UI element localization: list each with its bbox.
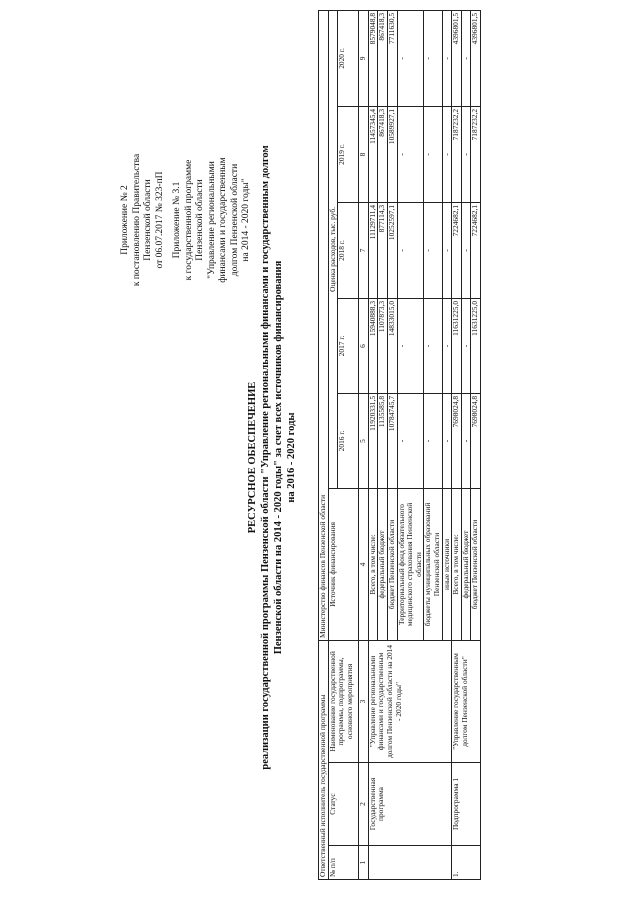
cell-value: 1107873,3	[378, 298, 388, 393]
row-source: бюджет Пензенской области	[387, 488, 397, 640]
cell-value: 877114,3	[378, 202, 388, 298]
cell-value: -	[397, 298, 424, 393]
table-row	[368, 10, 378, 879]
appendix-3-1-block	[172, 95, 253, 345]
cell-value: 11631225,0	[471, 298, 481, 393]
row-name: "Управление региональными финансами и государственным долгом Пензенской области на 2014 - 2020 годы"	[368, 640, 451, 762]
column-number: 4	[359, 488, 369, 640]
cell-value: 867418,3	[378, 106, 388, 202]
cell-value: 8579048,8	[368, 10, 378, 106]
header-name: Наименование государственной программы, подпрограммы, основного мероприятия	[328, 640, 359, 762]
appendix-2-line: Приложение № 2	[120, 185, 130, 255]
cell-value: 7187232,2	[452, 106, 462, 202]
cell-value: -	[424, 393, 442, 488]
executor-value: Министерство финансов Пензенской области	[319, 10, 329, 640]
column-number: 8	[359, 106, 369, 202]
cell-value: 10252597,1	[387, 202, 397, 298]
cell-value: 7224682,1	[452, 202, 462, 298]
appendix-3-1-line: к государственной программе	[183, 159, 194, 281]
cell-value: 7711630,5	[387, 10, 397, 106]
row-source: бюджет Пензенской области	[471, 488, 481, 640]
cell-value: -	[442, 10, 452, 106]
cell-value: -	[461, 10, 471, 106]
cell-value: 11920331,5	[368, 393, 378, 488]
cell-value: -	[397, 393, 424, 488]
cell-value: 11631225,0	[452, 298, 462, 393]
row-source: федеральный бюджет	[461, 488, 471, 640]
row-source: иные источники	[442, 488, 452, 640]
cell-value: -	[461, 298, 471, 393]
cell-value: 11129711,4	[368, 202, 378, 298]
cell-value: -	[442, 393, 452, 488]
row-status: Государственная программа	[368, 763, 451, 846]
cell-value: -	[397, 106, 424, 202]
cell-value: -	[424, 106, 442, 202]
table-row	[452, 10, 462, 879]
cell-value: -	[424, 298, 442, 393]
cell-value: 4396801,5	[452, 10, 462, 106]
header-source: Источник финансирования	[328, 488, 359, 640]
column-number: 1	[359, 846, 369, 880]
header-year: 2018 г.	[338, 202, 359, 298]
cell-value: 7698024,8	[452, 393, 462, 488]
cell-value: -	[442, 298, 452, 393]
cell-value: 7187232,2	[471, 106, 481, 202]
header-year: 2017 г.	[338, 298, 359, 393]
cell-value: 7698024,8	[471, 393, 481, 488]
title-line: на 2016 - 2020 годы	[286, 412, 297, 503]
cell-value: 7224682,1	[471, 202, 481, 298]
cell-value: -	[424, 10, 442, 106]
cell-value: 15940888,3	[368, 298, 378, 393]
column-number: 3	[359, 640, 369, 762]
appendix-3-1-line: финансами и государственным	[218, 157, 228, 283]
column-number: 9	[359, 10, 369, 106]
header-year: 2019 г.	[338, 106, 359, 202]
column-number: 7	[359, 202, 369, 298]
document-title	[246, 40, 298, 875]
cell-value: -	[397, 202, 424, 298]
column-numbers-row	[359, 10, 369, 879]
appendix-3-1-line: долгом Пензенской области	[229, 163, 240, 277]
cell-value: 4396801,5	[471, 10, 481, 106]
appendix-2-line: от 06.07.2017 № 323-пП	[154, 171, 165, 269]
appendix-3-1-line: Пензенской области	[195, 179, 205, 261]
cell-value: -	[442, 106, 452, 202]
title-line: реализации государственной программы Пензенской области "Управление региональными финансами и государственным долгом	[260, 145, 271, 770]
executor-row	[319, 10, 329, 879]
cell-value: 10784745,7	[387, 393, 397, 488]
column-number: 5	[359, 393, 369, 488]
cell-value: 11457345,4	[368, 106, 378, 202]
appendix-3-1-line: на 2014 - 2020 годы"	[241, 178, 251, 262]
header-status: Статус	[328, 763, 359, 846]
row-source: Всего, в том числе:	[452, 488, 462, 640]
row-num	[368, 846, 451, 880]
cell-value: -	[442, 202, 452, 298]
cell-value: 14833015,0	[387, 298, 397, 393]
appendix-2-line: Пензенской области	[143, 179, 153, 261]
resource-table	[318, 10, 481, 880]
cell-value: -	[461, 202, 471, 298]
column-number: 2	[359, 763, 369, 846]
cell-value: 10589927,1	[387, 106, 397, 202]
row-source: Всего, в том числе:	[368, 488, 378, 640]
header-year: 2020 г.	[338, 10, 359, 106]
appendix-2-line: к постановлению Правительства	[131, 153, 142, 287]
header-year: 2016 г.	[338, 393, 359, 488]
row-name: "Управление государственным долгом Пензенской области"	[452, 640, 481, 762]
appendix-3-1-line: "Управление региональными	[206, 161, 217, 279]
appendix-3-1-line: Приложение № 3.1	[172, 181, 182, 259]
row-source: федеральный бюджет	[378, 488, 388, 640]
column-number: 6	[359, 298, 369, 393]
cell-value: 867418,3	[378, 10, 388, 106]
row-source: бюджеты муниципальных образований Пензенской области	[424, 488, 442, 640]
cell-value: -	[461, 393, 471, 488]
header-num: № п/п	[328, 846, 359, 880]
title-line: РЕСУРСНОЕ ОБЕСПЕЧЕНИЕ	[247, 381, 258, 534]
cell-value: -	[461, 106, 471, 202]
row-num: 1.	[452, 846, 481, 880]
title-line: Пензенской области на 2014 - 2020 годы" за счет всех источников финансирования	[273, 260, 284, 655]
header-estimate: Оценка расходов, тыс. руб.	[328, 10, 338, 488]
cell-value: -	[397, 10, 424, 106]
row-source: Территориальный фонд обязательного медицинского страхования Пензенской области	[397, 488, 424, 640]
cell-value: 1135585,8	[378, 393, 388, 488]
executor-label: Ответственный исполнитель государственной программы	[319, 640, 329, 879]
appendix-2-block	[120, 95, 166, 345]
row-status: Подпрограмма 1	[452, 763, 481, 846]
cell-value: -	[424, 202, 442, 298]
